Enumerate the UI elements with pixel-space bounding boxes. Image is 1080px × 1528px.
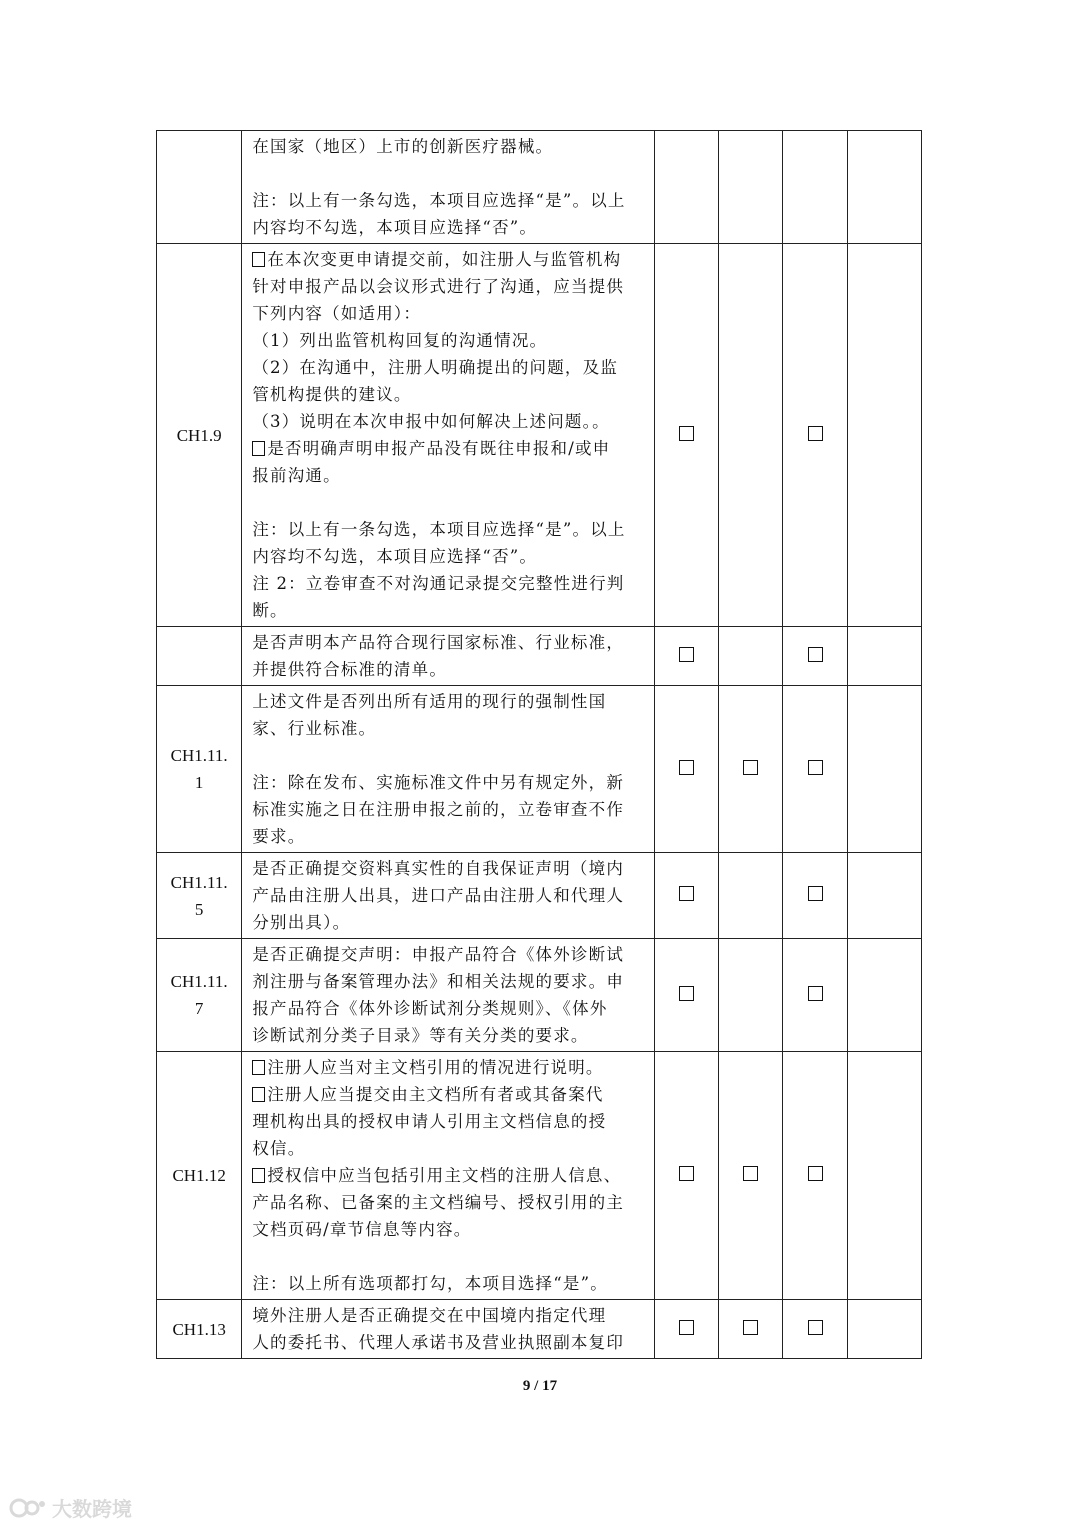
content-line xyxy=(252,516,646,543)
content-text: 注：以上有一条勾选，本项目应选择“是”。以上 xyxy=(252,520,626,539)
item-code-line: 1 xyxy=(194,773,204,792)
content-text: 在国家（地区）上市的创新医疗器械。 xyxy=(252,137,554,156)
content-line xyxy=(252,1189,646,1216)
content-line xyxy=(252,300,646,327)
answer-cell xyxy=(654,686,718,853)
content-line xyxy=(252,796,646,823)
table-row xyxy=(157,131,922,244)
blank-line xyxy=(252,489,646,516)
content-line xyxy=(252,187,646,214)
content-line xyxy=(252,688,646,715)
answer-cell xyxy=(847,627,921,686)
answer-checkbox[interactable] xyxy=(743,1166,758,1181)
item-code-line: CH1.12 xyxy=(172,1166,226,1185)
answer-cell xyxy=(719,686,783,853)
content-text: 是否正确提交资料真实性的自我保证声明（境内 xyxy=(252,859,625,878)
table-row xyxy=(157,1300,922,1359)
answer-cell xyxy=(719,853,783,939)
content-text: 断。 xyxy=(252,601,288,620)
answer-cell xyxy=(654,853,718,939)
content-line xyxy=(252,656,646,683)
content-line xyxy=(252,823,646,850)
checklist-table xyxy=(156,130,922,1359)
content-line xyxy=(252,968,646,995)
answer-cell xyxy=(783,244,847,627)
content-line xyxy=(252,629,646,656)
answer-cell xyxy=(719,131,783,244)
item-code xyxy=(157,1300,242,1359)
answer-checkbox[interactable] xyxy=(679,426,694,441)
content-text: 内容均不勾选，本项目应选择“否”。 xyxy=(252,547,538,566)
answer-cell xyxy=(783,686,847,853)
content-text: 理机构出具的授权申请人引用主文档信息的授 xyxy=(252,1112,607,1131)
item-content xyxy=(242,853,655,939)
answer-checkbox[interactable] xyxy=(808,886,823,901)
item-content xyxy=(242,1052,655,1300)
answer-cell xyxy=(847,939,921,1052)
answer-cell xyxy=(783,627,847,686)
answer-cell xyxy=(847,853,921,939)
content-text: 内容均不勾选，本项目应选择“否”。 xyxy=(252,218,538,237)
content-text: 注册人应当提交由主文档所有者或其备案代 xyxy=(267,1085,604,1104)
watermark-logo-icon xyxy=(8,1494,48,1520)
content-line xyxy=(252,941,646,968)
answer-checkbox[interactable] xyxy=(808,1166,823,1181)
item-code xyxy=(157,686,242,853)
content-text: 是否声明本产品符合现行国家标准、行业标准， xyxy=(252,633,625,652)
inline-checkbox[interactable] xyxy=(252,441,265,456)
content-line xyxy=(252,408,646,435)
content-text: 是否明确声明申报产品没有既往申报和/或申 xyxy=(267,439,611,458)
answer-cell xyxy=(783,939,847,1052)
content-text: 产品名称、已备案的主文档编号、授权引用的主 xyxy=(252,1193,625,1212)
answer-cell xyxy=(783,1300,847,1359)
answer-cell xyxy=(847,131,921,244)
item-code-line: CH1.9 xyxy=(176,425,222,445)
answer-checkbox[interactable] xyxy=(679,986,694,1001)
answer-cell xyxy=(654,131,718,244)
content-line xyxy=(252,597,646,624)
answer-checkbox[interactable] xyxy=(679,886,694,901)
table-row xyxy=(157,627,922,686)
answer-cell xyxy=(654,627,718,686)
table-row xyxy=(157,853,922,939)
blank-line xyxy=(252,742,646,769)
answer-cell xyxy=(719,627,783,686)
item-content xyxy=(242,939,655,1052)
content-text: 注 2：立卷审查不对沟通记录提交完整性进行判 xyxy=(252,574,625,593)
item-code-line: CH1.13 xyxy=(172,1319,226,1339)
content-line xyxy=(252,769,646,796)
item-code xyxy=(157,627,242,686)
answer-cell xyxy=(719,1052,783,1300)
content-text: 并提供符合标准的清单。 xyxy=(252,660,448,679)
answer-cell xyxy=(847,244,921,627)
table-row xyxy=(157,244,922,627)
inline-checkbox[interactable] xyxy=(252,1168,265,1183)
content-text: 注：以上所有选项都打勾，本项目选择“是”。 xyxy=(252,1274,608,1293)
content-line xyxy=(252,435,646,462)
content-line xyxy=(252,1162,646,1189)
content-text: 下列内容（如适用）： xyxy=(252,304,422,323)
answer-cell xyxy=(847,1052,921,1300)
content-line xyxy=(252,1216,646,1243)
content-text: 人的委托书、代理人承诺书及营业执照副本复印 xyxy=(252,1333,625,1352)
item-code xyxy=(157,1052,242,1300)
page-number: 9 / 17 xyxy=(522,1378,558,1394)
content-text: 要求。 xyxy=(252,827,306,846)
content-line xyxy=(252,133,646,160)
content-line xyxy=(252,995,646,1022)
item-code xyxy=(157,244,242,627)
content-text: 注：除在发布、实施标准文件中另有规定外，新 xyxy=(252,773,625,792)
answer-cell xyxy=(783,131,847,244)
content-line xyxy=(252,354,646,381)
item-content xyxy=(242,244,655,627)
item-code xyxy=(157,131,242,244)
content-line xyxy=(252,1081,646,1108)
content-text: 针对申报产品以会议形式进行了沟通，应当提供 xyxy=(252,277,625,296)
content-text: 剂注册与备案管理办法》和相关法规的要求。申 xyxy=(252,972,625,991)
answer-checkbox[interactable] xyxy=(743,760,758,775)
content-text: 分别出具）。 xyxy=(252,913,351,932)
answer-cell xyxy=(719,244,783,627)
answer-cell xyxy=(719,1300,783,1359)
table-row xyxy=(157,939,922,1052)
answer-checkbox[interactable] xyxy=(808,986,823,1001)
content-text: 产品由注册人出具，进口产品由注册人和代理人 xyxy=(252,886,625,905)
answer-cell xyxy=(654,1300,718,1359)
watermark xyxy=(8,1492,132,1522)
content-text: 管机构提供的建议。 xyxy=(252,385,412,404)
content-line xyxy=(252,855,646,882)
content-text: 权信。 xyxy=(252,1139,306,1158)
content-line xyxy=(252,543,646,570)
item-code-line: 7 xyxy=(194,999,204,1018)
inline-checkbox[interactable] xyxy=(252,252,265,267)
content-line xyxy=(252,1302,646,1329)
item-code xyxy=(157,939,242,1052)
answer-cell xyxy=(654,939,718,1052)
item-content xyxy=(242,627,655,686)
content-text: 注册人应当对主文档引用的情况进行说明。 xyxy=(267,1058,604,1077)
content-line xyxy=(252,381,646,408)
content-text: （1）列出监管机构回复的沟通情况。 xyxy=(252,331,548,350)
answer-checkbox[interactable] xyxy=(808,647,823,662)
content-text: （2）在沟通中，注册人明确提出的问题，及监 xyxy=(252,358,619,377)
answer-cell xyxy=(783,1052,847,1300)
content-text: 标准实施之日在注册申报之前的，立卷审查不作 xyxy=(252,800,625,819)
content-text: 授权信中应当包括引用主文档的注册人信息、 xyxy=(267,1166,622,1185)
answer-checkbox[interactable] xyxy=(808,760,823,775)
answer-cell xyxy=(654,244,718,627)
inline-checkbox[interactable] xyxy=(252,1087,265,1102)
answer-checkbox[interactable] xyxy=(679,760,694,775)
answer-checkbox[interactable] xyxy=(808,426,823,441)
answer-checkbox[interactable] xyxy=(808,1320,823,1335)
item-code-line: CH1.11. xyxy=(170,972,228,991)
item-content xyxy=(242,1300,655,1359)
item-content xyxy=(242,131,655,244)
blank-line xyxy=(252,1243,646,1270)
content-text: （3）说明在本次申报中如何解决上述问题。。 xyxy=(252,412,610,431)
answer-checkbox[interactable] xyxy=(679,647,694,662)
content-line xyxy=(252,715,646,742)
content-line xyxy=(252,1135,646,1162)
blank-line xyxy=(252,160,646,187)
inline-checkbox[interactable] xyxy=(252,1060,265,1075)
content-text: 注：以上有一条勾选，本项目应选择“是”。以上 xyxy=(252,191,626,210)
answer-cell xyxy=(847,1300,921,1359)
content-text: 境外注册人是否正确提交在中国境内指定代理 xyxy=(252,1306,607,1325)
content-line xyxy=(252,1022,646,1049)
content-line xyxy=(252,909,646,936)
content-line xyxy=(252,1108,646,1135)
item-content xyxy=(242,686,655,853)
content-text: 报前沟通。 xyxy=(252,466,341,485)
item-code-line: CH1.11. xyxy=(170,872,228,892)
table-row xyxy=(157,686,922,853)
content-line xyxy=(252,1054,646,1081)
answer-cell xyxy=(654,1052,718,1300)
item-code-line xyxy=(157,174,241,201)
answer-checkbox[interactable] xyxy=(679,1166,694,1181)
table-row xyxy=(157,1052,922,1300)
content-text: 上述文件是否列出所有适用的现行的强制性国 xyxy=(252,692,607,711)
content-text: 报产品符合《体外诊断试剂分类规则》、《体外 xyxy=(252,999,608,1018)
content-line xyxy=(252,1329,646,1356)
content-line xyxy=(252,570,646,597)
content-line xyxy=(252,246,646,273)
answer-cell xyxy=(847,686,921,853)
answer-cell xyxy=(719,939,783,1052)
content-text: 文档页码/章节信息等内容。 xyxy=(252,1220,472,1239)
content-text: 在本次变更申请提交前，如注册人与监管机构 xyxy=(267,250,622,269)
answer-cell xyxy=(783,853,847,939)
content-line xyxy=(252,214,646,241)
content-line xyxy=(252,327,646,354)
content-text: 是否正确提交声明：申报产品符合《体外诊断试 xyxy=(252,945,625,964)
item-code-line: CH1.11. xyxy=(170,746,228,765)
item-code-line: 5 xyxy=(194,899,204,919)
content-text: 家、行业标准。 xyxy=(252,719,377,738)
answer-checkbox[interactable] xyxy=(743,1320,758,1335)
item-code-line xyxy=(157,643,241,670)
content-line xyxy=(252,273,646,300)
item-code xyxy=(157,853,242,939)
answer-checkbox[interactable] xyxy=(679,1320,694,1335)
content-line xyxy=(252,462,646,489)
watermark-text: 大数跨境 xyxy=(52,1496,132,1521)
content-line xyxy=(252,1270,646,1297)
content-line xyxy=(252,882,646,909)
content-text: 诊断试剂分类子目录》等有关分类的要求。 xyxy=(252,1026,589,1045)
